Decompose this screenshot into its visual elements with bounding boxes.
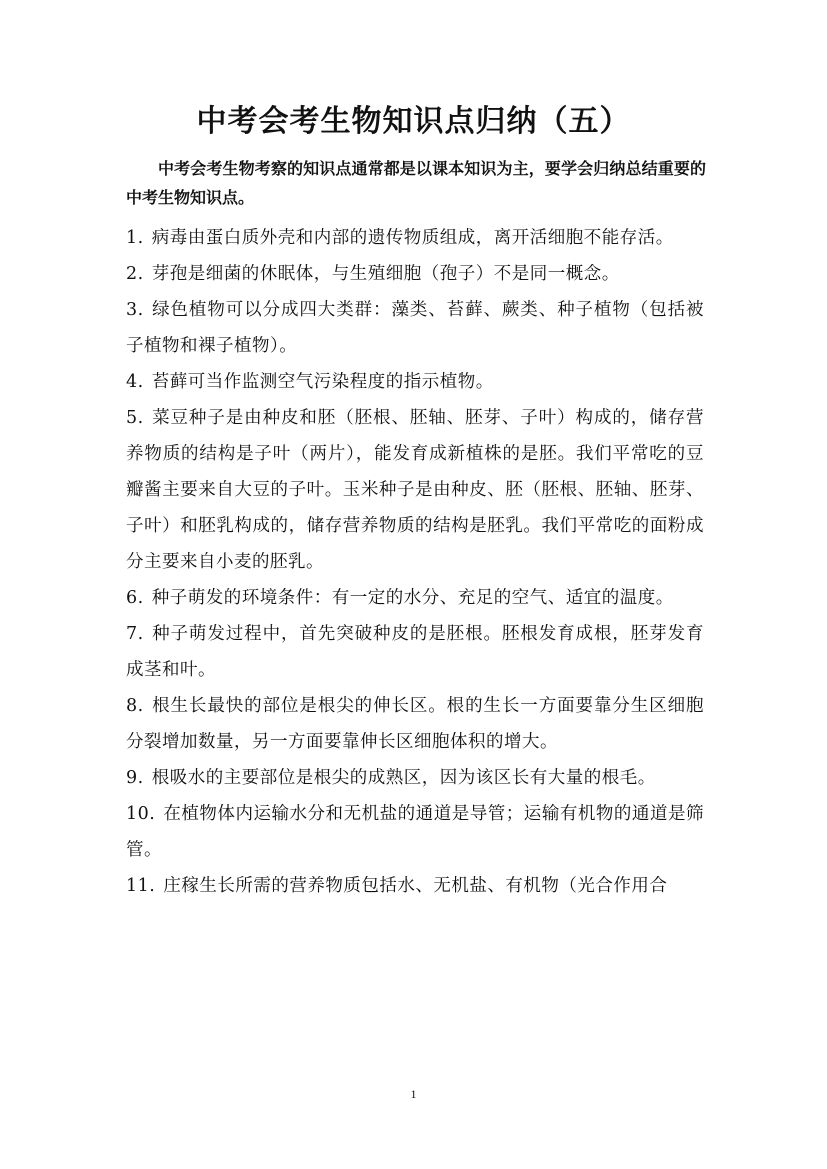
item-number: 7. (126, 624, 144, 644)
item-text: 在植物体内运输水分和无机盐的通道是导管；运输有机物的通道是筛管。 (126, 804, 704, 860)
page-number: 1 (410, 1087, 417, 1101)
list-item (126, 220, 704, 256)
item-number: 1. (126, 228, 144, 248)
item-text: 绿色植物可以分成四大类群：藻类、苔藓、蕨类、种子植物（包括被子植物和裸子植物）。 (126, 300, 704, 356)
list-item (126, 616, 704, 688)
item-number: 10. (126, 804, 156, 824)
item-number: 9. (126, 768, 144, 788)
list-item (126, 580, 704, 616)
item-text: 病毒由蛋白质外壳和内部的遗传物质组成，离开活细胞不能存活。 (151, 228, 674, 248)
item-number: 5. (126, 408, 144, 428)
item-number: 2. (126, 264, 144, 284)
item-number: 11. (126, 876, 156, 896)
list-item (126, 400, 704, 580)
item-text: 种子萌发过程中，首先突破种皮的是胚根。胚根发育成根，胚芽发育成茎和叶。 (126, 624, 704, 680)
item-text: 根吸水的主要部位是根尖的成熟区，因为该区长有大量的根毛。 (151, 768, 656, 788)
intro-paragraph: 中考会考生物考察的知识点通常都是以课本知识为主，要学会归纳总结重要的中考生物知识点。 (126, 159, 706, 207)
list-item (126, 796, 704, 868)
item-number: 8. (126, 696, 144, 716)
item-text: 菜豆种子是由种皮和胚（胚根、胚轴、胚芽、子叶）构成的，储存营养物质的结构是子叶（两片），能发育成新植株的是胚。我们平常吃的豆瓣酱主要来自大豆的子叶。玉米种子是由种皮、胚（胚根、胚轴、胚芽、子叶）和胚乳构成的，储存营养物质的结构是胚乳。我们平常吃的面粉成分主要来自小麦的胚乳。 (126, 408, 704, 572)
item-text: 苔藓可当作监测空气污染程度的指示植物。 (151, 372, 494, 392)
item-text: 根生长最快的部位是根尖的伸长区。根的生长一方面要靠分生区细胞分裂增加数量，另一方面要靠伸长区细胞体积的增大。 (126, 696, 704, 752)
item-number: 4. (126, 372, 144, 392)
item-text: 庄稼生长所需的营养物质包括水、无机盐、有机物（光合作用合 (163, 876, 668, 896)
list-item (126, 868, 704, 904)
page-title: 中考会考生物知识点归纳（五） (196, 104, 631, 139)
list-item (126, 760, 704, 796)
list-item (126, 688, 704, 760)
list-item (126, 256, 704, 292)
item-text: 种子萌发的环境条件：有一定的水分、充足的空气、适宜的温度。 (151, 588, 674, 608)
list-item (126, 364, 704, 400)
item-number: 3. (126, 300, 144, 320)
list-item (126, 292, 704, 364)
item-number: 6. (126, 588, 144, 608)
knowledge-point-list (126, 220, 704, 904)
item-text: 芽孢是细菌的休眠体，与生殖细胞（孢子）不是同一概念。 (151, 264, 620, 284)
